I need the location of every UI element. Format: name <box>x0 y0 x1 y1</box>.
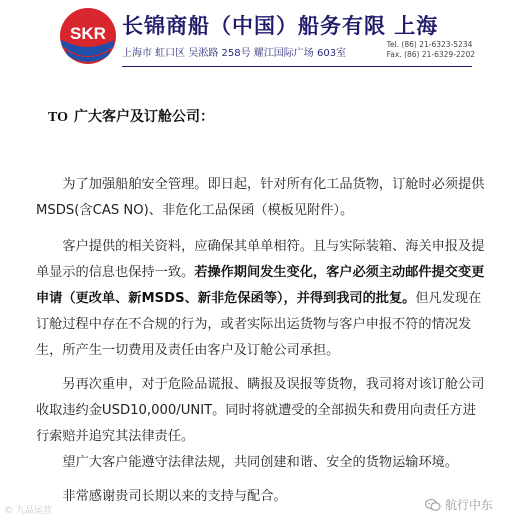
paragraph-1: 为了加强船舶安全管理。即日起，针对所有化工品货物，订舱时必须提供MSDS(含CAS NO)、非危化工品保函（模板见附件）。 <box>36 177 485 218</box>
letterhead <box>0 0 505 78</box>
watermark-right-text: 航行中东 <box>444 498 493 512</box>
company-address: 上海市 虹口区 吴淞路 258号 耀江国际广场 603室 <box>122 48 347 59</box>
paragraph-3: 另再次重申，对于危险品谎报、瞒报及误报等货物，我司将对该订舱公司收取违约金USD10,000/UNIT。同时将就遭受的全部损失和费用向责任方进行索赔并追究其法律责任。 <box>36 377 485 444</box>
tel-number: Tel. (86) 21-6323-5234 <box>386 40 473 49</box>
recipient: 广大客户及订舱公司： <box>73 109 214 125</box>
watermark-left: © 九品运营 <box>4 506 52 516</box>
logo-text: SKR <box>70 24 106 43</box>
fax-number: Fax. (86) 21-6329-2202 <box>386 50 475 59</box>
paragraph-2 <box>36 234 486 364</box>
wechat-icon <box>425 498 441 512</box>
header-divider <box>122 66 472 67</box>
paragraph-2-bold-notice: 若操作期间发生变化，客户必须主动邮件提交变更申请（更改单、新MSDS、新非危保函等），并得到我司的批复。 <box>36 265 485 306</box>
company-name: 长锦商船（中国）船务有限 上海 <box>122 14 439 38</box>
contact-info <box>387 40 475 60</box>
paragraph-4: 望广大客户能遵守法律法规，共同创建和谐、安全的货物运输环境。 <box>62 455 459 470</box>
to-label: TO <box>48 110 68 125</box>
paragraph-5: 非常感谢贵司长期以来的支持与配合。 <box>62 489 287 504</box>
paragraph-2-liability: 但凡发现在订舱过程中存在不合规的行为，或者实际出运货物与客户申报不符的情况发生，所产生一切费用及责任由客户及订舱公司承担。 <box>36 291 482 358</box>
skr-logo-icon <box>58 6 118 66</box>
watermark-right <box>425 496 493 513</box>
paragraph-2-intro: 客户提供的相关资料，应确保其单单相符。且与实际装箱、海关申报及提单显示的信息也保持一致。 <box>36 239 485 280</box>
recipient-line <box>48 106 214 126</box>
